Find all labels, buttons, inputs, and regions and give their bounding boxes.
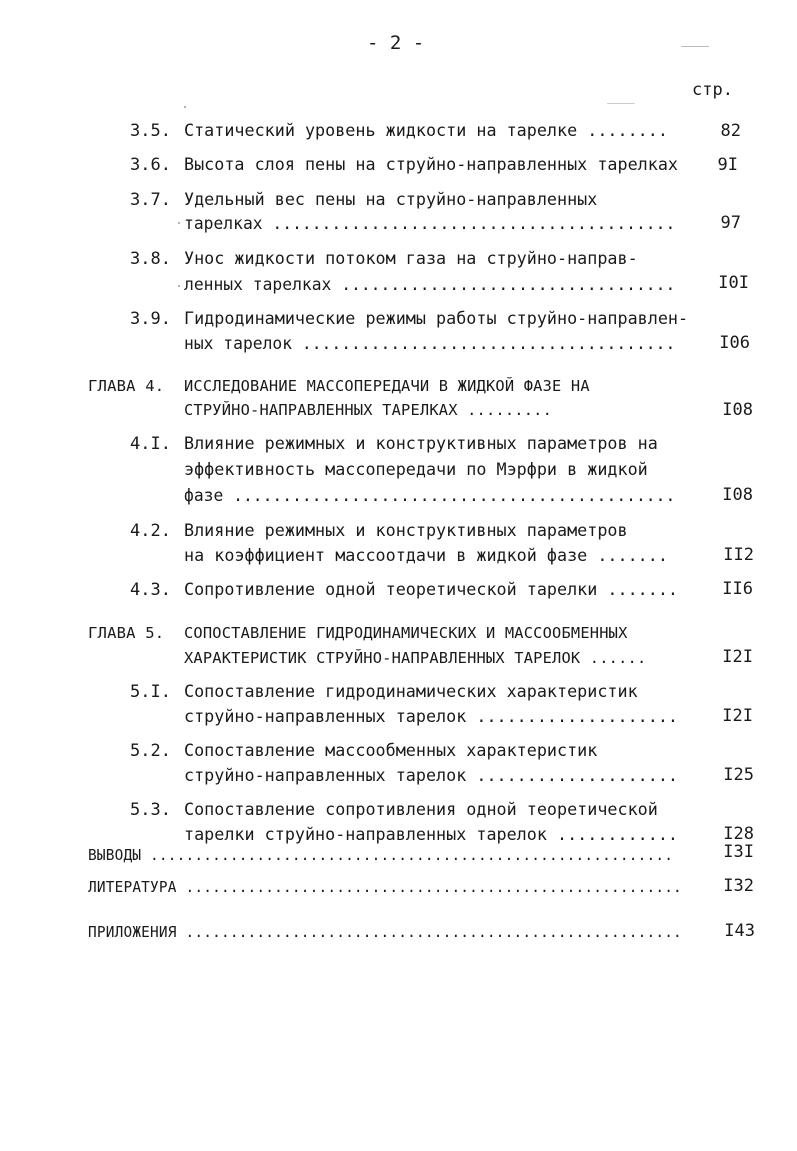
- scan-speck: [178, 222, 180, 224]
- toc-appendices-page: I43: [724, 921, 755, 941]
- toc-entry-5-3-title-line1: Сопоставление сопротивления одной теоретической: [184, 800, 658, 820]
- toc-entry-3-7-title-line2: тарелках .........................................: [184, 214, 676, 234]
- toc-entry-4-3-title: Сопротивление одной теоретической тарелки .......: [184, 580, 678, 600]
- toc-entry-5-2-title-line2: струйно-направленных тарелок ....................: [184, 766, 678, 786]
- toc-entry-3-6-title: Высота слоя пены на струйно-направленных тарелках: [184, 155, 678, 175]
- toc-entry-4-2-page: II2: [723, 545, 754, 565]
- page-column-label: стр.: [692, 80, 733, 100]
- toc-conclusions-label: ВЫВОДЫ ...........................................................: [88, 846, 674, 864]
- toc-entry-3-8-number: 3.8.: [130, 249, 171, 269]
- toc-entry-5-2-number: 5.2.: [130, 741, 171, 761]
- toc-entry-3-8-page: I0I: [718, 273, 749, 293]
- toc-entry-3-9-number: 3.9.: [130, 309, 171, 329]
- toc-entry-3-5-number: 3.5.: [130, 121, 171, 141]
- toc-entry-5-3-page: I28: [723, 824, 754, 844]
- toc-entry-5-3-title-line2: тарелки струйно-направленных тарелок ............: [184, 825, 678, 845]
- toc-entry-3-6-page: 9I: [717, 155, 738, 175]
- toc-entry-3-7-title-line1: Удельный вес пены на струйно-направленных: [184, 190, 598, 210]
- toc-entry-3-8-title-line1: Унос жидкости потоком газа на струйно-направ-: [184, 249, 638, 269]
- toc-entry-5-1-page: I2I: [722, 706, 753, 726]
- toc-entry-4-1-title-line1: Влияние режимных и конструктивных параметров на: [184, 434, 658, 454]
- toc-entry-3-7-number: 3.7.: [130, 190, 171, 210]
- toc-entry-3-5-page: 82: [720, 121, 741, 141]
- toc-chapter-4-label: ГЛАВА 4.: [88, 377, 165, 395]
- toc-entry-5-2-title-line1: Сопоставление массообменных характеристик: [184, 741, 598, 761]
- page-number: - 2 -: [367, 32, 425, 54]
- toc-entry-5-1-title-line2: струйно-направленных тарелок ....................: [184, 707, 678, 727]
- toc-entry-4-1-number: 4.I.: [130, 434, 171, 454]
- toc-entry-5-2-page: I25: [723, 765, 754, 785]
- toc-entry-4-1-title-line2: эффективность массопередачи по Мэрфри в жидкой: [184, 460, 648, 480]
- toc-chapter-5-title-line2: ХАРАКТЕРИСТИК СТРУЙНО-НАПРАВЛЕННЫХ ТАРЕЛОК ......: [184, 649, 647, 667]
- toc-entry-4-2-title-line2: на коэффициент массоотдачи в жидкой фазе .......: [184, 546, 668, 566]
- toc-entry-3-9-title-line1: Гидродинамические режимы работы струйно-направлен-: [184, 309, 689, 329]
- toc-entry-4-3-number: 4.3.: [130, 580, 171, 600]
- toc-entry-4-1-title-line3: фазе .............................................: [184, 486, 676, 506]
- scan-speck: [178, 285, 180, 287]
- scan-speck: [607, 103, 635, 104]
- toc-chapter-4-title-line2: СТРУЙНО-НАПРАВЛЕННЫХ ТАРЕЛКАХ .........: [184, 401, 553, 419]
- scan-speck: [681, 46, 709, 47]
- toc-chapter-4-page: I08: [722, 400, 753, 420]
- toc-chapter-5-title-line1: СОПОСТАВЛЕНИЕ ГИДРОДИНАМИЧЕСКИХ И МАССООБМЕННЫХ: [184, 624, 628, 642]
- toc-entry-5-3-number: 5.3.: [130, 800, 171, 820]
- toc-appendices-label: ПРИЛОЖЕНИЯ ........................................................: [88, 923, 682, 941]
- toc-entry-4-1-page: I08: [722, 485, 753, 505]
- toc-chapter-4-title-line1: ИССЛЕДОВАНИЕ МАССОПЕРЕДАЧИ В ЖИДКОЙ ФАЗЕ НА: [184, 377, 590, 395]
- toc-entry-3-6-number: 3.6.: [130, 155, 171, 175]
- toc-entry-3-5-title: Статический уровень жидкости на тарелке ........: [184, 121, 668, 141]
- toc-entry-3-9-page: I06: [719, 333, 750, 353]
- toc-entry-3-9-title-line2: ных тарелок ......................................: [184, 334, 676, 354]
- toc-entry-3-7-page: 97: [720, 213, 741, 233]
- toc-entry-5-1-number: 5.I.: [130, 682, 171, 702]
- toc-entry-5-1-title-line1: Сопоставление гидродинамических характеристик: [184, 682, 638, 702]
- toc-entry-4-2-number: 4.2.: [130, 521, 171, 541]
- toc-conclusions-page: I3I: [723, 842, 754, 862]
- toc-chapter-5-page: I2I: [722, 647, 753, 667]
- toc-references-page: I32: [723, 876, 754, 896]
- toc-entry-3-8-title-line2: ленных тарелках ..................................: [184, 275, 676, 295]
- scan-speck: [184, 106, 186, 108]
- toc-entry-4-3-page: II6: [722, 579, 753, 599]
- toc-entry-4-2-title-line1: Влияние режимных и конструктивных параметров: [184, 521, 628, 541]
- toc-chapter-5-label: ГЛАВА 5.: [88, 624, 165, 642]
- toc-references-label: ЛИТЕРАТУРА ........................................................: [88, 878, 682, 896]
